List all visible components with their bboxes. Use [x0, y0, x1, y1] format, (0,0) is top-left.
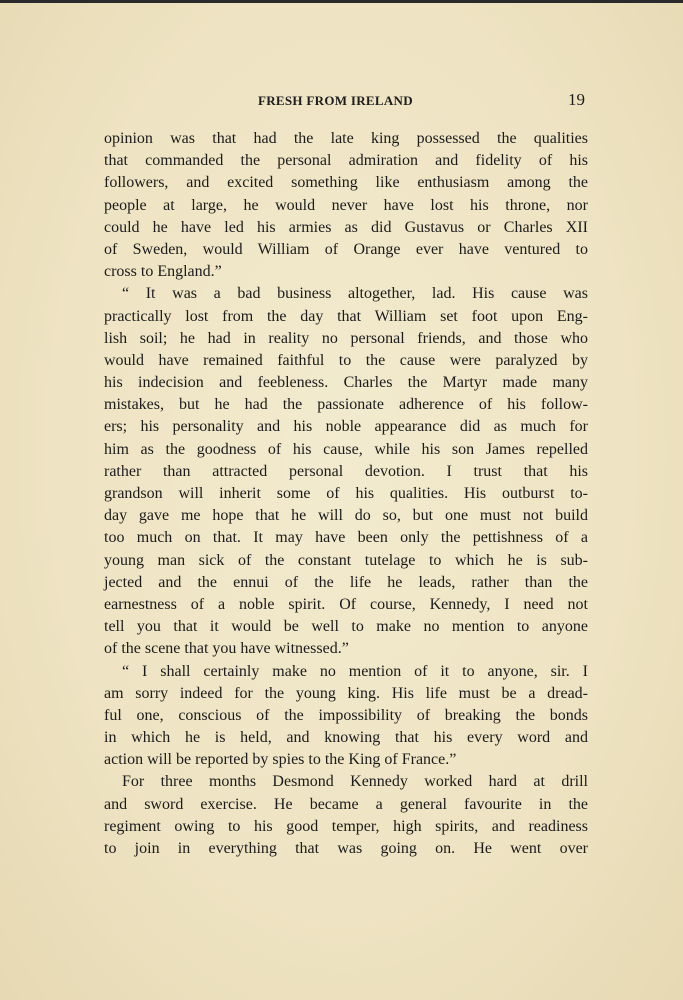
text-line: lish soil; he had in reality no personal friends, and those who	[104, 329, 588, 347]
text-line: am sorry indeed for the young king. His life must be a dread-	[104, 684, 588, 702]
text-line: ers; his personality and his noble appearance did as much for	[104, 418, 588, 436]
text-line: practically lost from the day that William set foot upon Eng-	[104, 307, 588, 325]
text-line: people at large, he would never have lost his throne, nor	[104, 196, 588, 214]
running-header	[0, 89, 683, 113]
text-line: “ It was a bad business altogether, lad. His cause was	[122, 285, 588, 303]
text-line: tell you that it would be well to make no mention to anyone	[104, 618, 588, 636]
text-line: would have remained faithful to the cause were paralyzed by	[104, 351, 588, 369]
text-line: jected and the ennui of the life he leads, rather than the	[104, 573, 588, 591]
text-line: too much on that. It may have been only the pettishness of a	[104, 529, 588, 547]
text-line: mistakes, but he had the passionate adherence of his follow-	[104, 396, 588, 414]
text-line: and sword exercise. He became a general favourite in the	[104, 795, 588, 813]
text-line: his indecision and feebleness. Charles the Martyr made many	[104, 374, 588, 392]
text-line: in which he is held, and knowing that his every word and	[104, 729, 588, 747]
text-line: followers, and excited something like enthusiasm among the	[104, 174, 588, 192]
text-line: grandson will inherit some of his qualities. His outburst to-	[104, 485, 588, 502]
text-line: him as the goodness of his cause, while his son James repelled	[104, 440, 588, 458]
page-number: 19	[568, 90, 585, 109]
text-line: cross to England.”	[104, 263, 222, 281]
text-line: opinion was that had the late king possessed the qualities	[104, 130, 588, 147]
body-text	[104, 128, 588, 860]
text-line: earnestness of a noble spirit. Of course, Kennedy, I need not	[104, 595, 588, 613]
text-line: of the scene that you have witnessed.”	[104, 640, 349, 658]
text-line: ful one, conscious of the impossibility of breaking the bonds	[104, 706, 588, 724]
text-line: regiment owing to his good temper, high spirits, and readiness	[104, 817, 588, 835]
text-line: action will be reported by spies to the King of France.”	[104, 751, 457, 769]
text-line: that commanded the personal admiration and fidelity of his	[104, 152, 588, 170]
running-title: FRESH FROM IRELAND	[258, 93, 413, 108]
text-line: For three months Desmond Kennedy worked hard at drill	[122, 773, 588, 791]
text-line: day gave me hope that he will do so, but one must not build	[104, 507, 588, 525]
text-line: rather than attracted personal devotion. I trust that his	[104, 462, 588, 480]
text-line: to join in everything that was going on. He went over	[104, 840, 588, 857]
text-line: could he have led his armies as did Gustavus or Charles XII	[104, 218, 588, 236]
page-top-edge	[0, 0, 683, 3]
text-line: young man sick of the constant tutelage to which he is sub-	[104, 551, 588, 569]
text-line: “ I shall certainly make no mention of it to anyone, sir. I	[122, 662, 588, 680]
text-line: of Sweden, would William of Orange ever have ventured to	[104, 240, 588, 258]
